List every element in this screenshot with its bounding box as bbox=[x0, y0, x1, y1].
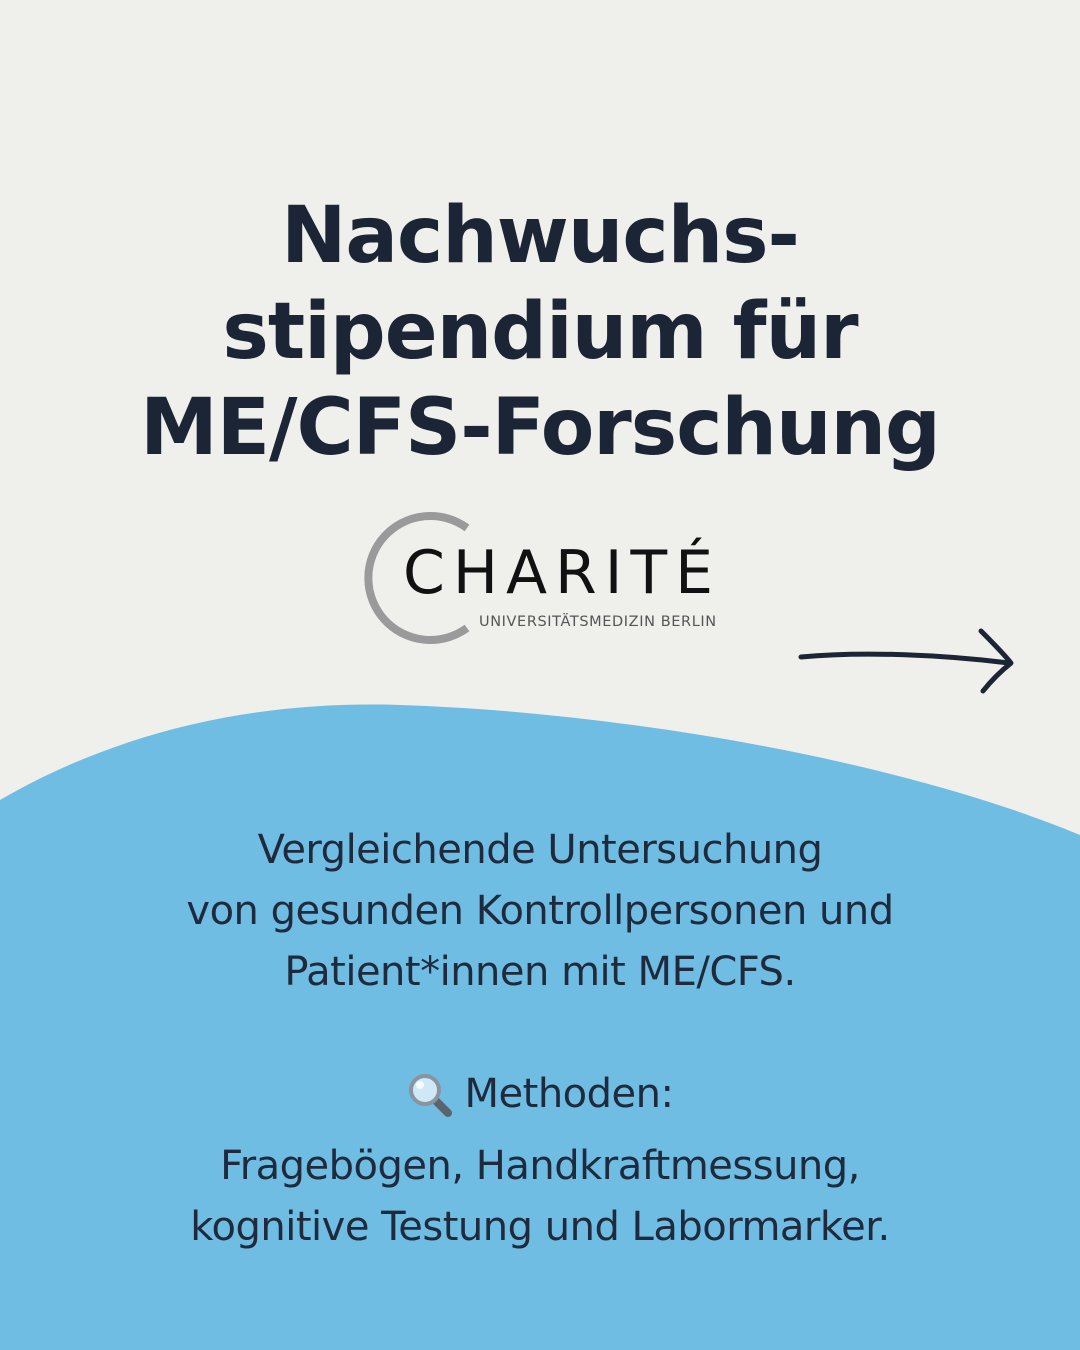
title-line-3: ME/CFS-Forschung bbox=[140, 383, 940, 473]
title-line-2: stipendium für bbox=[222, 287, 858, 377]
logo-subtitle: UNIVERSITÄTSMEDIZIN BERLIN bbox=[479, 614, 717, 630]
description-line-3: Patient*innen mit ME/CFS. bbox=[284, 949, 796, 995]
methods-heading bbox=[407, 1064, 674, 1125]
methods-line-2: kognitive Testung und Labormarker. bbox=[190, 1203, 890, 1250]
description-line-1: Vergleichende Untersuchung bbox=[257, 827, 823, 873]
page-title bbox=[0, 188, 1080, 476]
magnifying-glass-icon bbox=[407, 1072, 453, 1118]
arrow-right-icon bbox=[795, 625, 1020, 695]
charite-logo bbox=[355, 508, 735, 648]
logo-wordmark: CHARITÉ bbox=[403, 538, 722, 608]
description-line-2: von gesunden Kontrollpersonen und bbox=[186, 888, 894, 934]
methods-label: Methoden: bbox=[464, 1071, 674, 1117]
methods-line-1: Fragebögen, Handkraftmessung, bbox=[220, 1142, 860, 1189]
description-block bbox=[0, 820, 1080, 1258]
title-line-1: Nachwuchs- bbox=[281, 191, 799, 281]
